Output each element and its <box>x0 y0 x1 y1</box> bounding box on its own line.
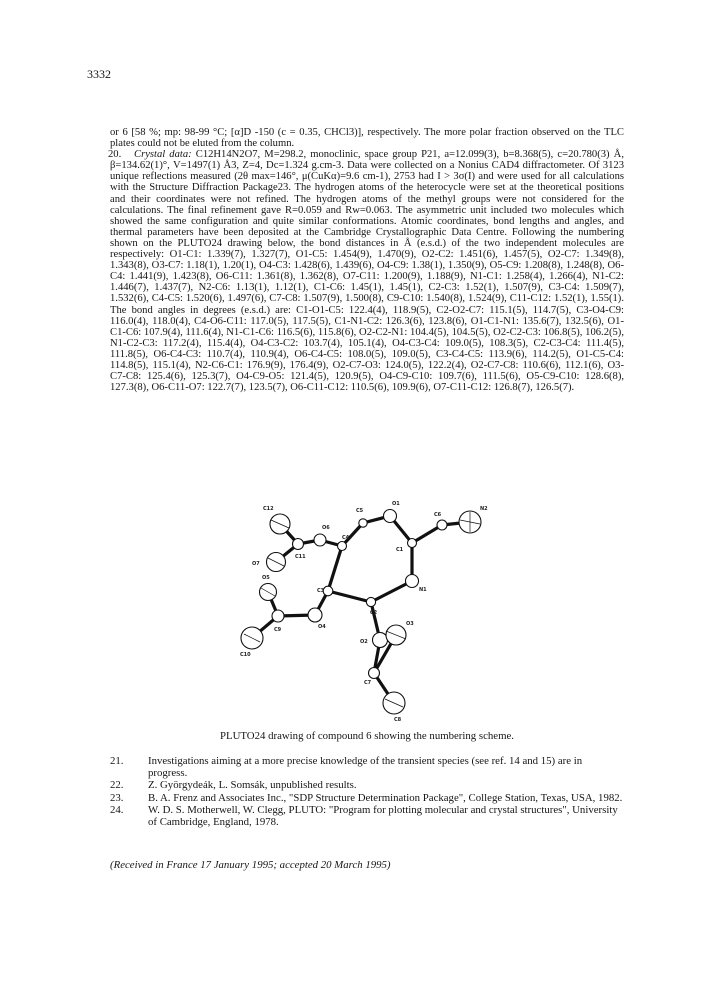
atom-o4 <box>308 608 322 622</box>
label-c10: C10 <box>240 652 251 658</box>
label-o5: O5 <box>262 575 270 581</box>
body-text <box>110 127 624 393</box>
label-c12: C12 <box>263 506 274 512</box>
ref-text: B. A. Frenz and Associates Inc., "SDP Structure Determination Package", College Station, Texas, USA, 1982. <box>148 791 623 804</box>
paragraph-intro: or 6 [58 %; mp: 98-99 °C; [α]D -150 (c = 0.35, CHCl3)], respectively. The more polar fraction observed on the TLC plates could not be eluted from the column. <box>110 127 624 150</box>
atom-c5 <box>359 519 367 527</box>
atom-c7 <box>369 668 380 679</box>
atom-c9 <box>272 610 284 622</box>
atom-c4 <box>338 542 347 551</box>
atom-c11 <box>293 539 304 550</box>
ref-20-number: 20. <box>108 149 122 161</box>
label-n1: N1 <box>419 587 427 593</box>
label-c6: C6 <box>434 512 442 518</box>
label-c2: C2 <box>370 610 378 616</box>
page-number: 3332 <box>87 67 111 81</box>
ref-text: Investigations aiming at a more precise knowledge of the transient species (see ref. 14 and 15) are in progress. <box>148 755 583 779</box>
label-n2: N2 <box>480 506 488 512</box>
reference-24 <box>110 805 624 828</box>
ref-number: 23. <box>110 791 124 804</box>
label-c8: C8 <box>394 717 402 723</box>
label-o2: O2 <box>360 639 368 645</box>
atoms <box>241 510 481 715</box>
atom-c2 <box>366 597 375 606</box>
received-dates: (Received in France 17 January 1995; accepted 20 March 1995) <box>110 859 391 871</box>
label-c9: C9 <box>274 627 282 633</box>
label-o4: O4 <box>318 624 326 630</box>
bond-c3-c2 <box>328 591 371 602</box>
atom-o2 <box>373 633 388 648</box>
label-o7: O7 <box>252 561 260 567</box>
pluto-figure <box>220 498 510 898</box>
label-o6: O6 <box>322 525 330 531</box>
label-o1: O1 <box>392 501 400 507</box>
label-o3: O3 <box>406 621 414 627</box>
molecule-drawing <box>220 498 510 898</box>
atom-c6 <box>437 520 447 530</box>
ref-number: 22. <box>110 779 124 791</box>
atom-c1 <box>408 539 417 548</box>
label-c3: C3 <box>317 588 325 594</box>
atom-o6 <box>314 534 326 546</box>
atom-o1 <box>384 510 397 523</box>
ref-number: 21. <box>110 755 124 767</box>
ref-number: 24. <box>110 804 124 816</box>
label-c7: C7 <box>364 680 372 686</box>
bonds <box>252 516 470 703</box>
references-list <box>110 756 624 829</box>
ref-20-title: Crystal data: <box>134 149 192 161</box>
ref-20-body: C12H14N2O7, M=298.2, monoclinic, space group P21, a=12.099(3), b=8.368(5), c=20.780(3) Å, β=134.62(1)°, V=1497(1) Å3, Z=4, Dc=1.324 g.cm-3. Data were collected on a Nonius CAD4 diffractometer. Of 3123 unique reflections measured (2θ max=146°, μ(CuKα)=9.6 cm-1), 2753 had I > 3σ(I) and were used for all calculations with the Structure Diffraction Package23. The hydrogen atoms of the heterocycle were set at the theoretical positions and their coordinates were not refined. The hydrogen atoms of the methyl groups were not considered for the calculations. The final refinement gave R=0.059 and Rw=0.063. The asymmetric unit included two molecules which showed the same configuration and quite similar conformations. Atomic coordinates, bond lengths and angles, and thermal parameters have been deposited at the Cambridge Crystallographic Data Centre. Following the numbering shown on the PLUTO24 drawing below, the bond distances in Å (e.s.d.) of the two independent molecules are respectively: O1-C1: 1.339(7), 1.327(7), O1-C5: 1.454(9), 1.470(9), O2-C2: 1.451(6), 1.457(5), O2-C7: 1.349(8), 1.343(8), O3-C7: 1.18(1), 1.20(1), O4-C3: 1.428(6), 1.439(6), O4-C9: 1.38(1), 1.350(9), O5-C9: 1.208(8), 1.248(8), O6-C4: 1.441(9), 1.423(8), O6-C11: 1.361(8), 1.362(8), O7-C11: 1.200(9), 1.188(9), N1-C1: 1.258(4), 1.266(4), N1-C2: 1.446(7), 1.437(7), N2-C6: 1.13(1), 1.12(1), C1-C6: 1.45(1), 1.45(1), C2-C3: 1.52(1), 1.507(9), C3-C4: 1.509(7), 1.532(6), C4-C5: 1.520(6), 1.497(6), C7-C8: 1.507(9), 1.500(8), C9-C10: 1.540(8), 1.524(9), C11-C12: 1.52(1), 1.55(1). The bond angles in degrees (e.s.d.) are: C1-O1-C5: 122.4(4), 118.9(5), C2-O2-C7: 115.1(5), 114.7(5), C3-O4-C9: 116.0(4), 118.0(4), C4-O6-C11: 117.0(5), 117.5(5), C1-N1-C2: 126.3(6), 123.8(6), O1-C1-N1: 135.6(7), 132.5(6), O1-C1-C6: 107.9(4), 111.6(4), N1-C1-C6: 116.5(6), 115.8(6), O2-C2-N1: 104.4(5), 104.5(5), O2-C2-C3: 106.8(5), 106.2(5), N1-C2-C3: 117.2(4), 115.4(4), O4-C3-C2: 103.7(4), 105.1(4), O4-C3-C4: 109.0(5), 108.3(5), C2-C3-C4: 111.4(5), 111.8(5), O6-C4-C3: 110.7(4), 110.9(4), O6-C4-C5: 108.0(5), 109.0(5), C3-C4-C5: 113.9(6), 114.2(5), O1-C5-C4: 114.8(5), 115.1(4), N2-C6-C1: 176.9(9), 176.4(9), O2-C7-O3: 124.0(5), 122.2(4), O2-C7-C8: 110.6(6), 112.1(6), O3-C7-C8: 125.4(6), 125.3(7), O4-C9-O5: 121.4(5), 120.9(5), O4-C9-C10: 109.7(6), 111.5(6), O5-C9-C10: 128.6(8), 127.3(8), O6-C11-O7: 122.7(7), 123.5(7), O6-C11-C12: 110.5(6), 109.9(6), O7-C11-C12: 126.8(7), 126.5(7). <box>110 149 624 394</box>
label-c11: C11 <box>295 554 306 560</box>
reference-23 <box>110 793 624 805</box>
bond-c4-c3 <box>328 546 342 591</box>
reference-20 <box>110 149 624 393</box>
ellipsoid-lines <box>244 512 480 707</box>
ref-text: Z. Györgydeák, L. Somsák, unpublished results. <box>148 779 357 791</box>
label-c1: C1 <box>396 547 404 553</box>
atom-c3 <box>323 586 333 596</box>
label-c5: C5 <box>356 508 364 514</box>
label-c4: C4 <box>342 535 350 541</box>
atom-n1 <box>406 575 419 588</box>
ref-text: W. D. S. Motherwell, W. Clegg, PLUTO: "Program for plotting molecular and crystal structures", University of Cambridge, England, 1978. <box>148 804 618 828</box>
reference-21 <box>110 756 624 779</box>
reference-22 <box>110 780 624 792</box>
figure-caption: PLUTO24 drawing of compound 6 showing the numbering scheme. <box>220 730 514 742</box>
